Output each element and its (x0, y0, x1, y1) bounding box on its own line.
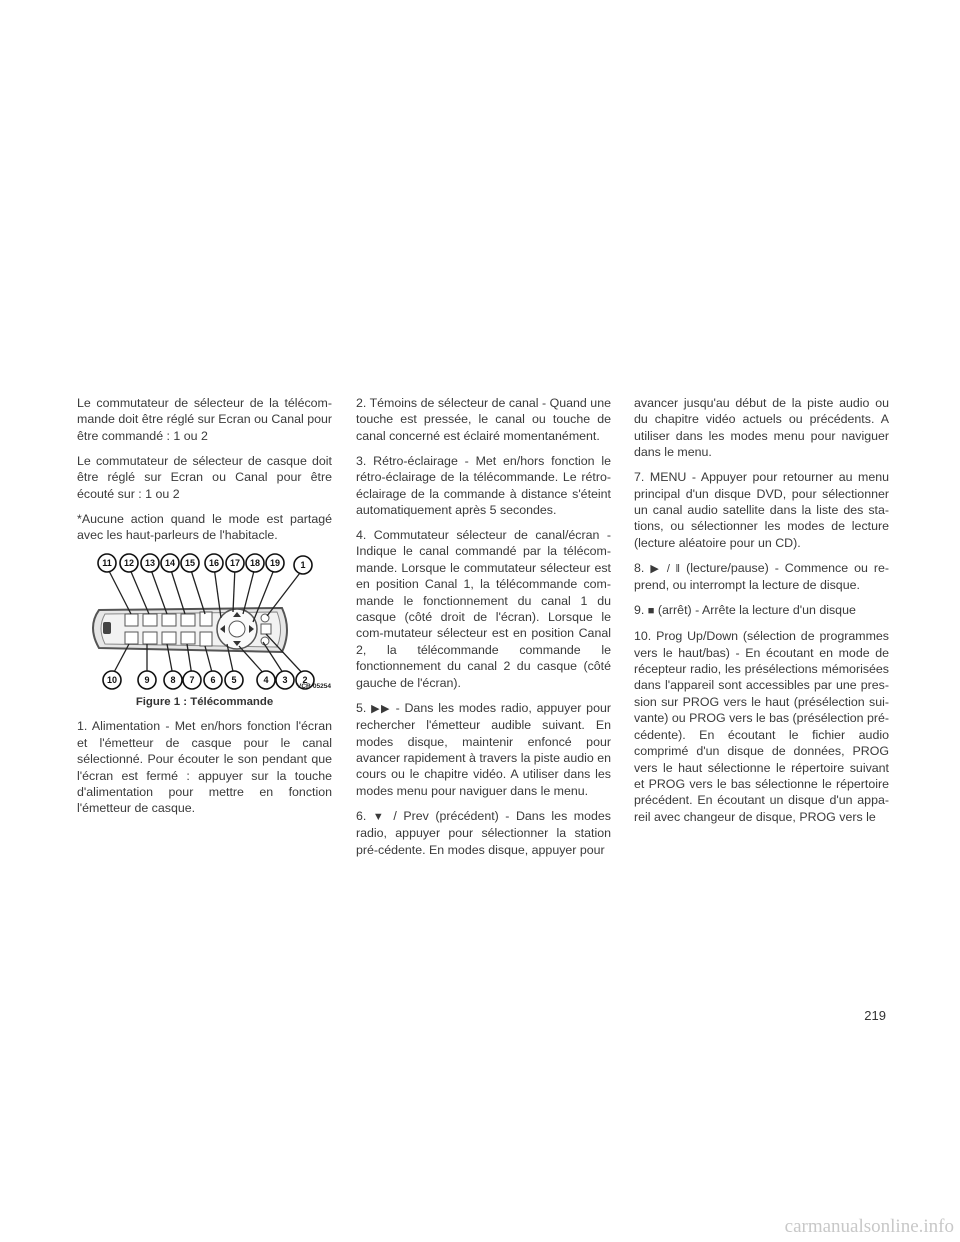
column-middle (356, 395, 611, 867)
down-arrow-icon: ▼ (372, 810, 387, 823)
item-text: - Dans les modes radio, appuyer pour rechercher l'émetteur audible suivant. En modes disque, maintenir enfoncé pour avancer rapidement à travers la piste audio en cours ou le chapitre vidéo. A utiliser dans les modes menu pour naviguer dans le menu. (356, 700, 611, 798)
remote-control-figure (77, 552, 332, 710)
paragraph-selector-headset: Le commutateur de sélecteur de casque doit être réglé sur Ecran ou Canal pour être écouté sur : 1 ou 2 (77, 453, 332, 501)
item-number: 5. (356, 700, 367, 715)
fast-forward-icon: ▶▶ (371, 702, 391, 715)
callout-label: 1 (300, 560, 306, 571)
callout-label: 13 (144, 558, 156, 569)
callout-label: 4 (263, 675, 269, 686)
callout-label: 14 (164, 558, 176, 569)
callout-label: 2 (302, 675, 308, 686)
callout-label: 7 (189, 675, 195, 686)
callout-label: 8 (170, 675, 176, 686)
callout-label: 6 (210, 675, 216, 686)
paragraph-item-3: 3. Rétro-éclairage - Met en/hors fonction le rétro-éclairage de la télécommande. Le rétro-éclairage de la commande à distance s'éteint automatiquement après 5 secondes. (356, 453, 611, 518)
play-pause-icon: ▶ / ‖ (650, 562, 681, 575)
callout-label: 11 (102, 558, 112, 569)
paragraph-selector-remote: Le commutateur de sélecteur de la télécom-mande doit être réglé sur Ecran ou Canal pour être commandé : 1 ou 2 (77, 396, 332, 443)
paragraph-item-9 (634, 602, 889, 619)
paragraph-item-10: 10. Prog Up/Down (sélection de programmes vers le haut/bas) - En écoutant en mode de récepteur radio, les présélections mémorisées dans l'appareil sont accessibles par une pres-sion sur PROG vers le haut (présélection sui-vante) ou PROG vers le bas (présélection pré-cédente). En écoutant le fichier audio comprimé d'un disque de données, PROG vers le haut sélectionne le répertoire suivant et PROG vers le bas sélectionne le répertoire précédent. En écoutant un disque d'un appa-reil avec changeur de disque, PROG vers le (634, 629, 889, 824)
callout-label: 10 (106, 675, 118, 686)
paragraph-item-4: 4. Commutateur sélecteur de canal/écran - Indique le canal commandé par la télécom-mande. Lorsque le commutateur sélecteur est en position Canal 1, la télécommande com-mande le fonctionnement du canal 1 du casque (côté droit de l'écran). Lorsque le com-mutateur sélecteur est en position Canal 2, la télécommande commande le fonctionnement du canal 2 du casque (côté gauche de l'écran). (356, 528, 611, 690)
item-text: (arrêt) - Arrête la lecture d'un disque (657, 603, 856, 618)
callout-label: 5 (231, 675, 237, 686)
paragraph-item-2: 2. Témoins de sélecteur de canal - Quand une touche est pressée, le canal ou touche de canal concerné est éclairé momentanément. (356, 396, 611, 443)
item-number: 6. (356, 808, 367, 823)
callout-label: 17 (229, 558, 241, 569)
callout-label: 16 (208, 558, 220, 569)
paragraph-item-7: 7. MENU - Appuyer pour retourner au menu principal d'un disque DVD, pour sélectionner un canal audio satellite dans la liste des sta-tions, ou sélectionner les modes de lecture (lecture aléatoire pour un CD). (634, 470, 889, 550)
paragraph-no-action-note: *Aucune action quand le mode est partagé avec les haut-parleurs de l'habitacle. (77, 511, 332, 543)
footer-watermark: carmanualsonline.info (784, 1216, 954, 1237)
paragraph-item-6-continued: avancer jusqu'au début de la piste audio ou du chapitre vidéo actuels ou précédents. A utiliser dans les modes menu pour naviguer dans le menu. (634, 396, 889, 460)
callout-label: 19 (269, 558, 281, 569)
column-left (77, 395, 332, 825)
column-right (634, 395, 889, 834)
item-text: (lecture/pause) - Commence ou re-prend, ou interrompt la lecture de disque. (634, 560, 890, 593)
item-number: 9. (634, 603, 645, 618)
paragraph-item-8 (634, 560, 889, 594)
callout-label: 9 (144, 675, 150, 686)
callout-label: 18 (249, 558, 261, 569)
callout-label: 3 (282, 675, 288, 686)
item-text: / Prev (précédent) - Dans les modes radio, appuyer pour sélectionner la station pré-cédente. En modes disque, appuyer pour (356, 808, 611, 857)
paragraph-item-5 (356, 700, 611, 799)
page-number: 219 (864, 1008, 886, 1023)
callout-label: 15 (184, 558, 196, 569)
figure-caption: Figure 1 : Télécommande (135, 696, 274, 709)
item-number: 8. (634, 560, 645, 575)
remote-control-illustration (77, 552, 332, 690)
figure-code: VCR-05254 (297, 683, 331, 691)
paragraph-item-6 (356, 808, 611, 858)
paragraph-item-1: 1. Alimentation - Met en/hors fonction l'écran et l'émetteur de casque pour le canal sélectionné. Pour écouter le son pendant que l'écran est fermé : appuyer sur la touche d'alimentation pour mettre en fonction l'émetteur de casque. (77, 719, 332, 816)
stop-icon: ■ (647, 605, 655, 618)
callout-label: 12 (123, 558, 135, 569)
